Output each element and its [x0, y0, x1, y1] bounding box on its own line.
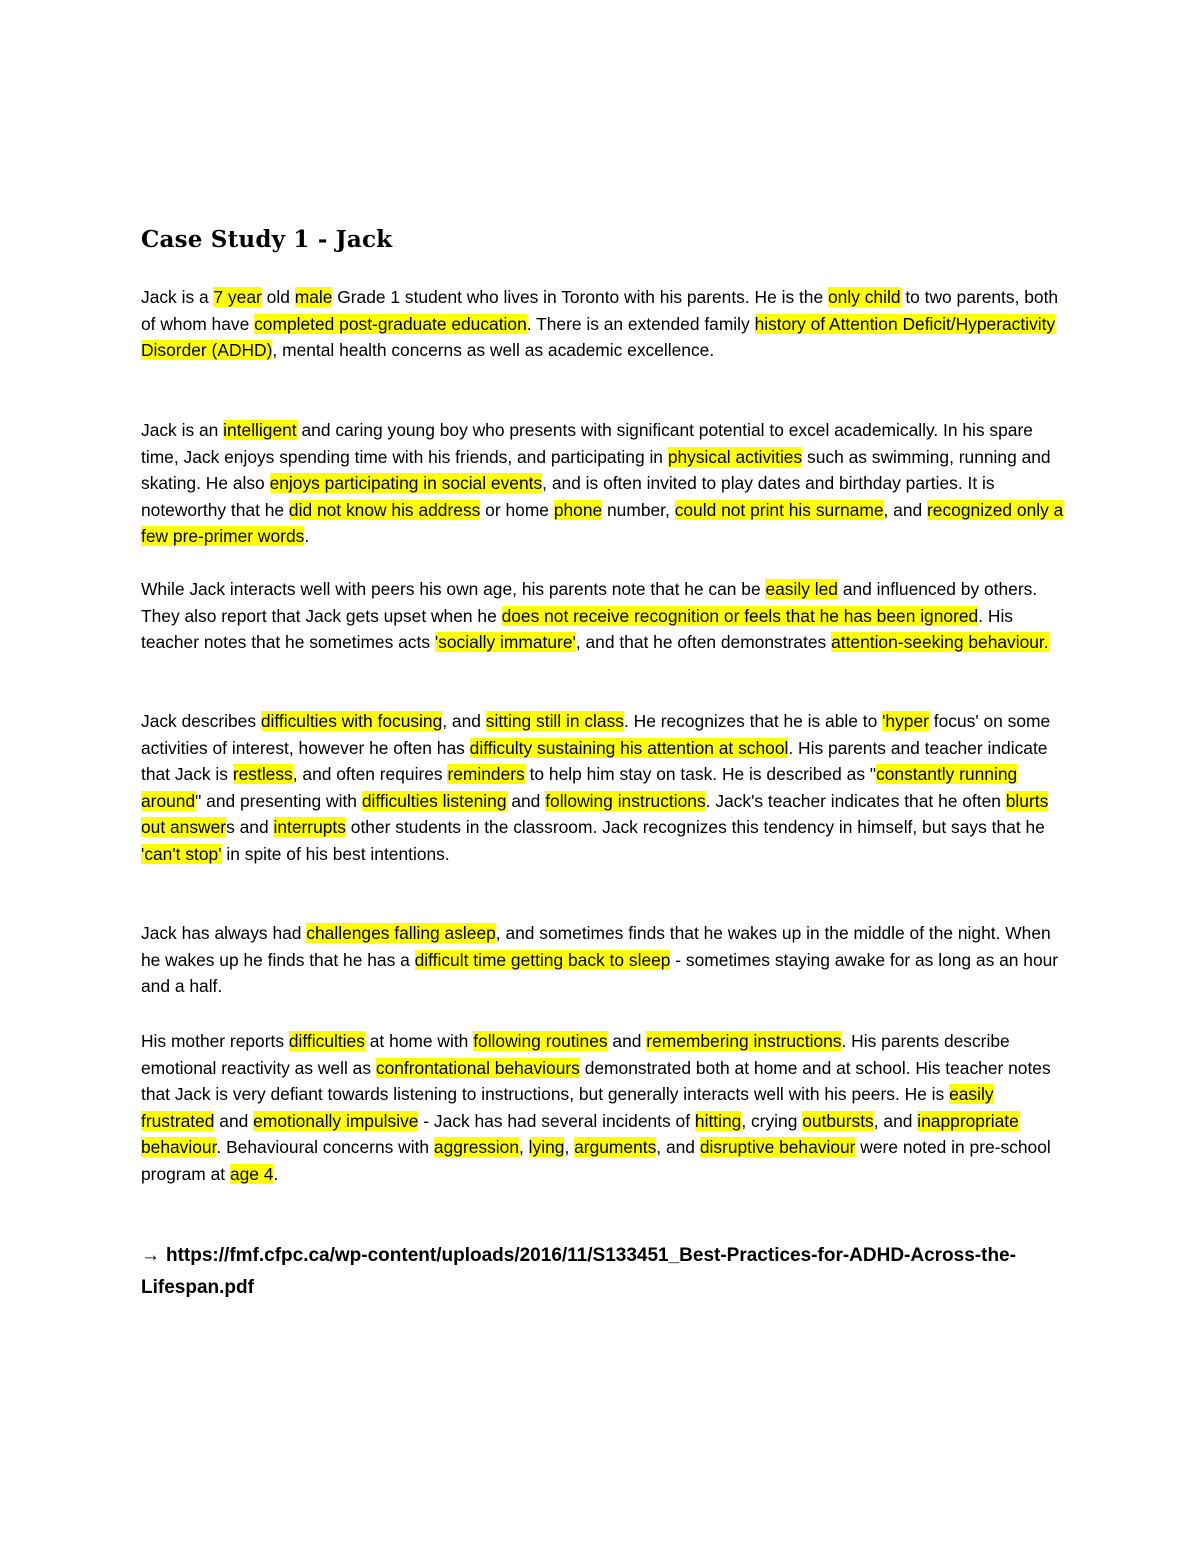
- highlighted-text: intelligent: [223, 420, 297, 440]
- body-text: demonstrated both at home and at school. His teacher notes that Jack is very defiant towards listening to instructions, but generally interacts well with his peers. He is: [141, 1057, 1051, 1104]
- reference-line: [141, 1240, 1066, 1304]
- highlighted-text: hitting: [694, 1110, 742, 1131]
- highlighted-text: difficulties listening: [361, 790, 507, 811]
- highlighted-text: only child: [827, 287, 901, 307]
- body-text: ,: [519, 1137, 529, 1157]
- body-text: . There is an extended family: [526, 313, 755, 334]
- body-text: , and sometimes finds that he wakes up in the middle of the night. When he wakes up he finds that he has a: [141, 923, 1051, 970]
- highlighted-text: restless: [232, 764, 293, 784]
- highlighted-text: does not receive recognition or feels that he has been ignored: [501, 605, 979, 626]
- body-text: s and: [226, 817, 274, 837]
- body-text: other students in the classroom. Jack recognizes this tendency in himself, but says that he: [345, 817, 1045, 837]
- body-text: ,: [564, 1137, 575, 1157]
- body-text: and: [214, 1110, 254, 1131]
- highlighted-text: male: [294, 287, 333, 307]
- highlighted-text: remembering instructions: [646, 1031, 842, 1051]
- body-text: focus' on some activities of interest, however he often has: [141, 711, 1051, 758]
- body-text: Grade 1 student who lives in Toronto with his parents. He is the: [332, 287, 828, 307]
- body-text: Jack is a: [141, 287, 214, 307]
- body-text: . His teacher notes that he sometimes acts: [141, 605, 1014, 652]
- body-text: .: [304, 526, 310, 546]
- highlighted-text: sitting still in class: [485, 711, 624, 731]
- highlighted-text: difficulties with focusing: [260, 711, 443, 731]
- body-text: , and: [873, 1110, 918, 1131]
- highlighted-text: disruptive behaviour: [699, 1137, 856, 1157]
- highlighted-text: emotionally impulsive: [253, 1110, 419, 1131]
- paragraph-2: [141, 417, 1066, 550]
- highlighted-text: outbursts: [802, 1110, 874, 1131]
- highlighted-text: recognized only a few pre-primer words: [141, 499, 1064, 546]
- body-text: , and: [656, 1137, 700, 1157]
- highlighted-text: difficult time getting back to sleep: [414, 949, 671, 970]
- highlighted-text: 'socially immature': [434, 632, 576, 652]
- body-text: or home: [480, 499, 554, 520]
- body-text: , and: [883, 499, 928, 520]
- highlighted-text: blurts out answer: [141, 790, 1049, 837]
- highlighted-text: confrontational behaviours: [375, 1057, 580, 1078]
- body-text: in spite of his best intentions.: [221, 843, 450, 864]
- body-text: such as swimming, running and skating. He also: [141, 446, 1051, 493]
- body-text: His mother reports: [141, 1031, 289, 1051]
- paragraph-4: [141, 708, 1066, 867]
- body-text: and: [607, 1031, 647, 1051]
- body-text: - sometimes staying awake for as long as an hour and a half.: [141, 949, 1059, 996]
- highlighted-text: history of Attention Deficit/Hyperactivity Disorder (ADHD): [141, 313, 1056, 360]
- highlighted-text: enjoys participating in social events: [269, 473, 543, 493]
- body-text: " and presenting with: [195, 790, 362, 811]
- body-text: at home with: [364, 1031, 474, 1051]
- highlighted-text: interrupts: [273, 817, 346, 837]
- body-text: to two parents, both of whom have: [141, 287, 1059, 334]
- body-text: . He recognizes that he is able to: [623, 711, 883, 731]
- body-text: , and often requires: [292, 764, 448, 784]
- highlighted-text: easily frustrated: [141, 1084, 994, 1131]
- body-text: to help him stay on task. He is described as ": [524, 764, 877, 784]
- body-text: old: [261, 287, 295, 307]
- highlighted-text: 7 year: [213, 287, 262, 307]
- highlighted-text: inappropriate behaviour: [141, 1110, 1019, 1157]
- highlighted-text: easily led: [765, 579, 838, 599]
- highlighted-text: difficulties: [288, 1031, 365, 1051]
- reference-link[interactable]: https://fmf.cfpc.ca/wp-content/uploads/2016/11/S133451_Best-Practices-for-ADHD-Across-the-Lifespan.pdf: [141, 1245, 1016, 1298]
- body-text: . Behavioural concerns with: [216, 1137, 434, 1157]
- highlighted-text: following instructions: [545, 790, 706, 811]
- highlighted-text: constantly running around: [141, 764, 1018, 811]
- arrow-right-icon: →: [141, 1245, 160, 1266]
- highlighted-text: could not print his surname: [674, 499, 884, 520]
- body-text: , and that he often demonstrates: [575, 632, 832, 652]
- paragraph-5: [141, 920, 1066, 1000]
- body-text: were noted in pre-school program at: [141, 1137, 1051, 1184]
- highlighted-text: 'can't stop': [141, 843, 222, 864]
- highlighted-text: did not know his address: [288, 499, 481, 520]
- body-text: , and is often invited to play dates and birthday parties. It is noteworthy that he: [141, 473, 995, 520]
- body-text: - Jack has had several incidents of: [418, 1110, 695, 1131]
- paragraph-6: [141, 1028, 1066, 1187]
- highlighted-text: completed post-graduate education: [254, 313, 527, 334]
- body-text: Jack has always had: [141, 923, 307, 943]
- body-text: .: [273, 1163, 279, 1184]
- highlighted-text: lying: [528, 1137, 565, 1157]
- paragraph-1: [141, 284, 1066, 364]
- body-text: and: [506, 790, 546, 811]
- highlighted-text: physical activities: [667, 446, 803, 467]
- highlighted-text: reminders: [447, 764, 525, 784]
- body-text: , mental health concerns as well as academic excellence.: [272, 340, 715, 360]
- highlighted-text: arguments: [574, 1137, 657, 1157]
- paragraph-3: [141, 576, 1066, 656]
- body-text: Jack is an: [141, 420, 224, 440]
- body-text: . His parents describe emotional reactivity as well as: [141, 1031, 1010, 1078]
- highlighted-text: age 4: [229, 1163, 274, 1184]
- highlighted-text: attention-seeking behaviour.: [831, 632, 1049, 652]
- highlighted-text: following routines: [473, 1031, 608, 1051]
- highlighted-text: challenges falling asleep: [306, 923, 496, 943]
- body-text: , and: [442, 711, 486, 731]
- body-text: and influenced by others. They also report that Jack gets upset when he: [141, 579, 1038, 626]
- body-text: number,: [602, 499, 675, 520]
- highlighted-text: phone: [553, 499, 603, 520]
- body-text: . Jack's teacher indicates that he often: [705, 790, 1006, 811]
- body-text: Jack describes: [141, 711, 261, 731]
- highlighted-text: aggression: [433, 1137, 519, 1157]
- body-text: , crying: [741, 1110, 803, 1131]
- body-text: and caring young boy who presents with significant potential to excel academically. In his spare time, Jack enjoys spending time with his friends, and participating in: [141, 420, 1033, 467]
- body-text: While Jack interacts well with peers his own age, his parents note that he can be: [141, 579, 766, 599]
- body-text: . His parents and teacher indicate that Jack is: [141, 737, 1048, 784]
- highlighted-text: difficulty sustaining his attention at school: [469, 737, 789, 758]
- document-title: Case Study 1 - Jack: [141, 226, 393, 253]
- highlighted-text: 'hyper: [882, 711, 929, 731]
